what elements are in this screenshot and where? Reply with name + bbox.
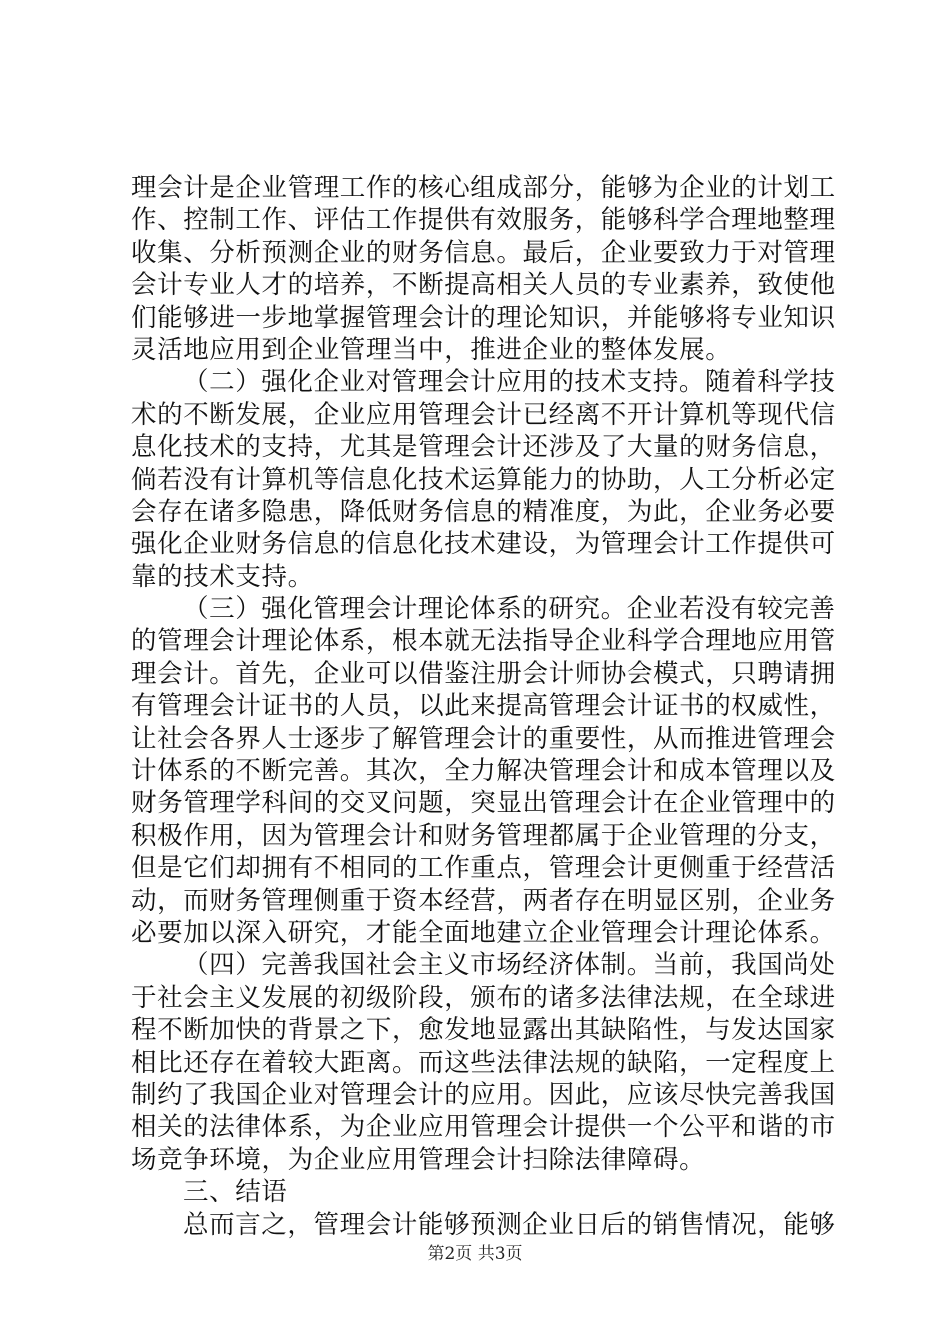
text-line: 会存在诸多隐患，降低财务信息的精准度，为此，企业务必要: [131, 496, 836, 527]
text-line: 相关的法律体系，为企业应用管理会计提供一个公平和谐的市: [131, 1112, 836, 1143]
text-line: 理会计是企业管理工作的核心组成部分，能够为企业的计划工: [131, 173, 836, 203]
text-line: 场竞争环境，为企业应用管理会计扫除法律障碍。: [131, 1144, 706, 1175]
text-line: 程不断加快的背景之下，愈发地显露出其缺陷性，与发达国家: [131, 1015, 836, 1046]
text-line: 制约了我国企业对管理会计的应用。因此，应该尽快完善我国: [131, 1079, 836, 1110]
text-line: 的管理会计理论体系，根本就无法指导企业科学合理地应用管: [131, 626, 836, 657]
text-line: 们能够进一步地掌握管理会计的理论知识，并能够将专业知识: [131, 302, 836, 333]
text-line: 作、控制工作、评估工作提供有效服务，能够科学合理地整理: [131, 205, 836, 236]
text-line: 积极作用，因为管理会计和财务管理都属于企业管理的分支，: [131, 820, 836, 851]
paragraph-start-line: （四）完善我国社会主义市场经济体制。当前，我国尚处: [183, 950, 836, 981]
text-line: 会计专业人才的培养，不断提高相关人员的专业素养，致使他: [131, 270, 836, 301]
text-line: 靠的技术支持。: [131, 561, 314, 592]
paragraph-start-line: 总而言之，管理会计能够预测企业日后的销售情况，能够: [183, 1209, 836, 1240]
text-line: 必要加以深入研究，才能全面地建立企业管理会计理论体系。: [131, 917, 836, 948]
text-line: 灵活地应用到企业管理当中，推进企业的整体发展。: [131, 334, 732, 365]
text-line: 让社会各界人士逐步了解管理会计的重要性，从而推进管理会: [131, 723, 836, 754]
text-line: 相比还存在着较大距离。而这些法律法规的缺陷，一定程度上: [131, 1047, 836, 1078]
section-heading: 三、结语: [183, 1177, 288, 1208]
text-line: 倘若没有计算机等信息化技术运算能力的协助，人工分析必定: [131, 464, 836, 495]
paragraph-start-line: （三）强化管理会计理论体系的研究。企业若没有较完善: [183, 594, 836, 625]
text-line: 强化企业财务信息的信息化技术建设，为管理会计工作提供可: [131, 529, 836, 560]
text-line: 理会计。首先，企业可以借鉴注册会计师协会模式，只聘请拥: [131, 658, 836, 689]
text-line: 财务管理学科间的交叉问题，突显出管理会计在企业管理中的: [131, 788, 836, 819]
text-line: 收集、分析预测企业的财务信息。最后，企业要致力于对管理: [131, 237, 836, 268]
text-line: 计体系的不断完善。其次，全力解决管理会计和成本管理以及: [131, 756, 836, 787]
text-line: 术的不断发展，企业应用管理会计已经离不开计算机等现代信: [131, 399, 836, 430]
text-line: 于社会主义发展的初级阶段，颁布的诸多法律法规，在全球进: [131, 982, 836, 1013]
document-body: [131, 172, 836, 1241]
paragraph-start-line: （二）强化企业对管理会计应用的技术支持。随着科学技: [183, 367, 836, 398]
page-footer: 第2页 共3页: [427, 1244, 523, 1264]
text-line: 息化技术的支持，尤其是管理会计还涉及了大量的财务信息，: [131, 432, 836, 463]
text-line: 有管理会计证书的人员，以此来提高管理会计证书的权威性，: [131, 691, 836, 722]
text-line: 但是它们却拥有不相同的工作重点，管理会计更侧重于经营活: [131, 853, 836, 884]
text-line: 动，而财务管理侧重于资本经营，两者存在明显区别，企业务: [131, 885, 836, 916]
